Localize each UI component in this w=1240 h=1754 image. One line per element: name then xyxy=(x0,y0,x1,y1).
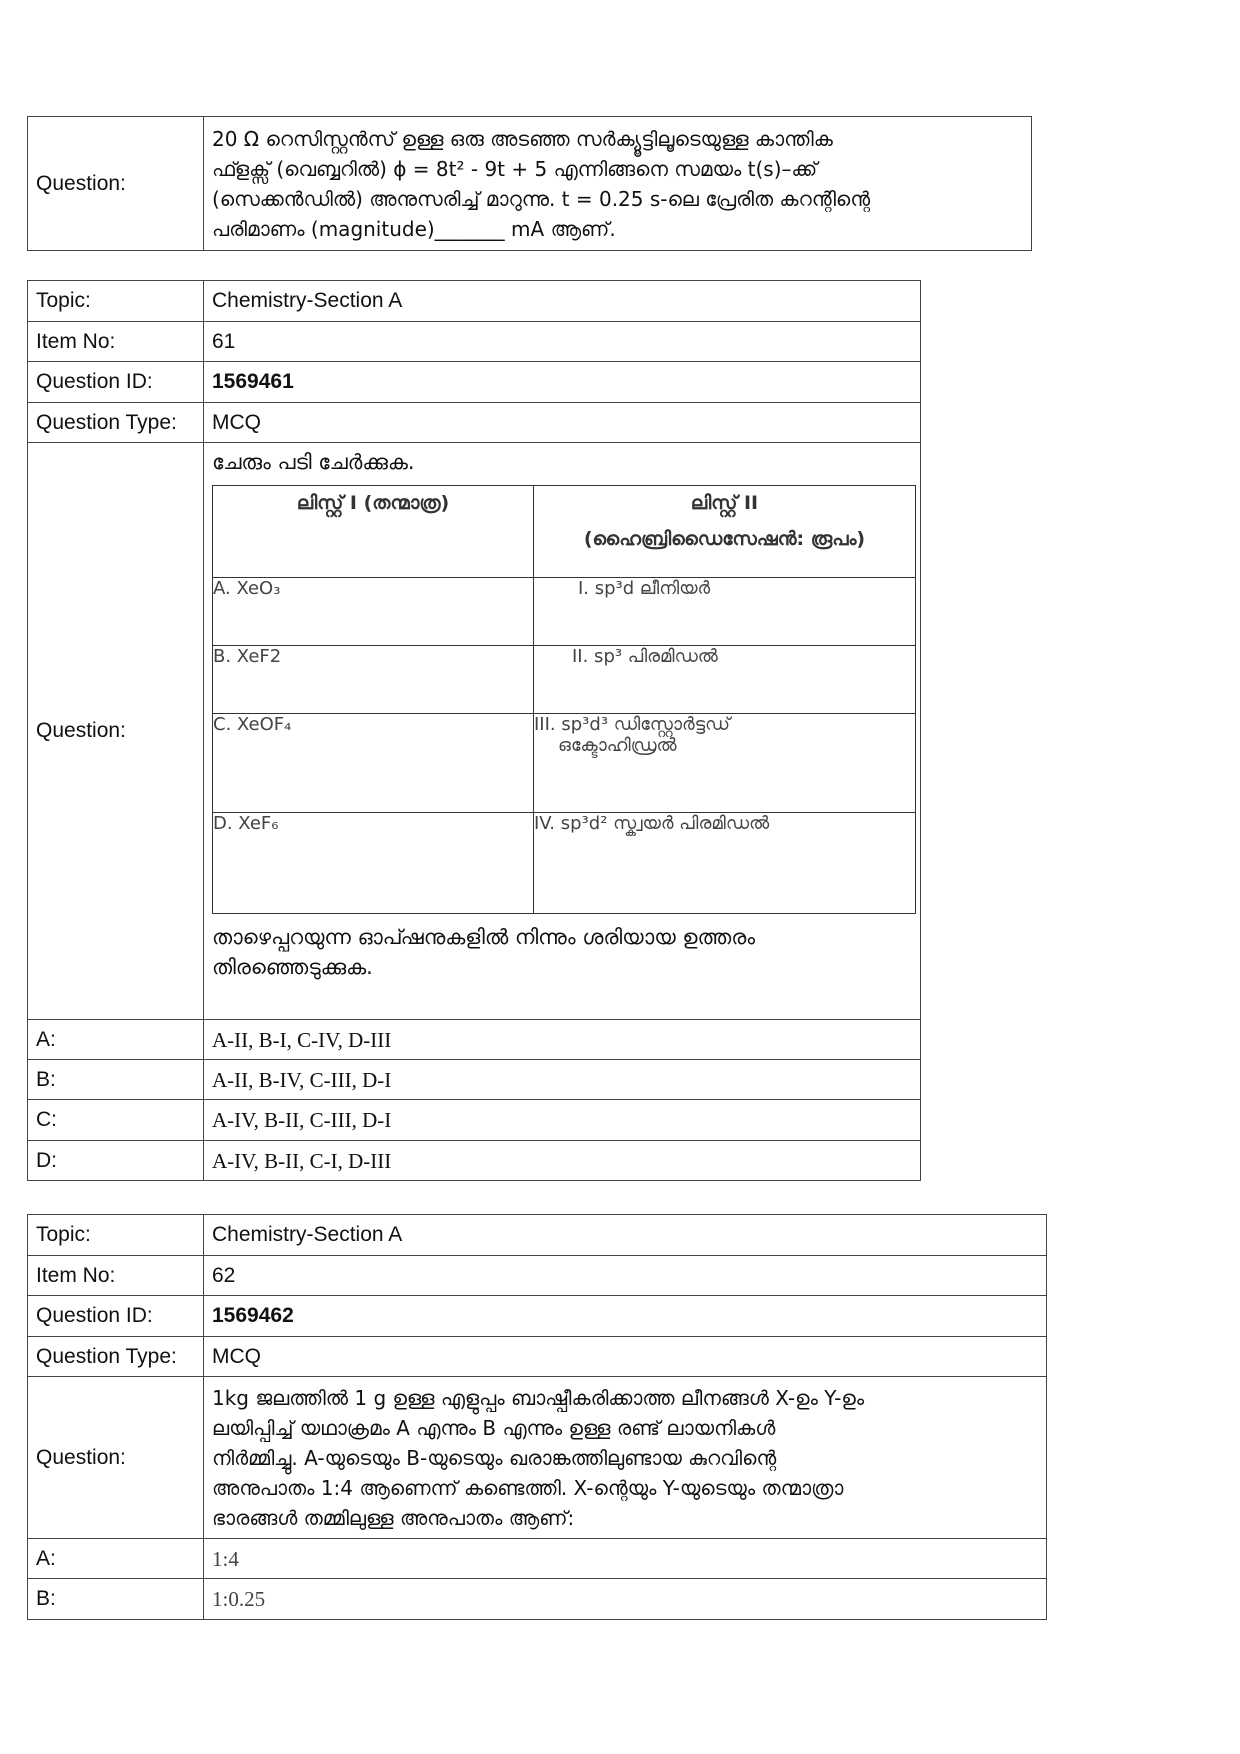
question-type-label: Question Type: xyxy=(28,403,204,443)
match-table xyxy=(212,485,916,914)
topic-label: Topic: xyxy=(28,1215,204,1256)
option-row xyxy=(28,1100,921,1141)
item-no-label: Item No: xyxy=(28,1256,204,1296)
option-label: D: xyxy=(28,1141,204,1181)
question-table-1 xyxy=(27,116,1032,251)
option-row xyxy=(28,1141,921,1181)
match-row xyxy=(213,646,916,714)
question-line: ഫ്ളക്സ് (വെബ്ബറിൽ) ϕ = 8t² - 9t + 5 എന്നിങ്ങനെ സമയം t(s)–ക്ക് xyxy=(212,156,818,181)
question-label: Question: xyxy=(28,1377,204,1539)
topic-value: Chemistry-Section A xyxy=(204,281,921,322)
list-2-header xyxy=(534,486,916,578)
item-no-value: 62 xyxy=(204,1256,1047,1296)
question-table-3 xyxy=(27,1214,1047,1620)
option-row xyxy=(28,1020,921,1060)
question-id-label: Question ID: xyxy=(28,362,204,403)
option-label: B: xyxy=(28,1060,204,1100)
option-row xyxy=(28,1579,1047,1620)
option-value: 1:4 xyxy=(204,1539,1047,1579)
question-type-value: MCQ xyxy=(204,403,921,443)
item-no-label: Item No: xyxy=(28,322,204,362)
list-1-item: B. XeF2 xyxy=(213,646,534,714)
question-text xyxy=(204,1377,1047,1539)
question-line: (സെക്കൻഡിൽ) അനുസരിച്ച് മാറുന്നു. t = 0.25 s-ലെ പ്രേരിത കറന്റിന്റെ xyxy=(212,186,871,211)
option-label: A: xyxy=(28,1539,204,1579)
list-1-item: A. XeO₃ xyxy=(213,578,534,646)
list-2-item: IV. sp³d² സ്ക്വയർ പിരമിഡൽ xyxy=(534,813,916,914)
option-value: 1:0.25 xyxy=(204,1579,1047,1620)
option-value: A-II, B-I, C-IV, D-III xyxy=(204,1020,921,1060)
question-outro: താഴെപ്പറയുന്ന ഓപ്ഷനുകളിൽ നിന്നും ശരിയായ ഉത്തരം xyxy=(212,925,756,949)
list-1-item: D. XeF₆ xyxy=(213,813,534,914)
option-label: A: xyxy=(28,1020,204,1060)
question-line: നിർമ്മിച്ചു. A-യുടെയും B-യുടെയും ഖരാങ്കത്തിലുണ്ടായ കുറവിന്റെ xyxy=(212,1445,777,1470)
question-label: Question: xyxy=(28,117,204,251)
question-id-value: 1569461 xyxy=(204,362,921,403)
option-label: B: xyxy=(28,1579,204,1620)
match-row xyxy=(213,813,916,914)
list-2-title: ലിസ്റ്റ് II xyxy=(690,492,759,514)
question-intro: ചേരും പടി ചേർക്കുക. xyxy=(212,450,415,474)
list-2-item-line: ഒക്ടോഹിഡ്രൽ xyxy=(558,735,677,756)
match-row xyxy=(213,578,916,646)
topic-label: Topic: xyxy=(28,281,204,322)
item-no-value: 61 xyxy=(204,322,921,362)
question-line: ലയിപ്പിച്ച് യഥാക്രമം A എന്നും B എന്നും ഉള്ള രണ്ട് ലായനികൾ xyxy=(212,1415,776,1440)
question-line: 20 Ω റെസിസ്റ്റൻസ് ഉള്ള ഒരു അടഞ്ഞ സർക്യൂട്ടിലൂടെയുള്ള കാന്തിക xyxy=(212,126,833,151)
question-type-label: Question Type: xyxy=(28,1337,204,1377)
list-2-item: II. sp³ പിരമിഡൽ xyxy=(534,646,916,714)
question-label: Question: xyxy=(28,443,204,1020)
question-line: പരിമാണം (magnitude)_______ mA ആണ്. xyxy=(212,216,616,241)
list-1-header: ലിസ്റ്റ് I (തന്മാത്ര) xyxy=(213,486,534,578)
option-value: A-IV, B-II, C-I, D-III xyxy=(204,1141,921,1181)
question-outro: തിരഞ്ഞെടുക്കുക. xyxy=(212,955,373,979)
question-text xyxy=(204,117,1032,251)
list-2-item xyxy=(534,714,916,813)
question-body xyxy=(204,443,921,1020)
question-table-2 xyxy=(27,280,921,1181)
match-row xyxy=(213,714,916,813)
list-2-subtitle: (ഹൈബ്രിഡൈസേഷൻ: രൂപം) xyxy=(583,528,866,550)
list-1-item: C. XeOF₄ xyxy=(213,714,534,813)
list-2-item-line: III. sp³d³ ഡിസ്റ്റോർട്ടഡ് xyxy=(534,714,730,735)
option-label: C: xyxy=(28,1100,204,1141)
question-id-label: Question ID: xyxy=(28,1296,204,1337)
question-id-value: 1569462 xyxy=(204,1296,1047,1337)
question-type-value: MCQ xyxy=(204,1337,1047,1377)
question-line: 1kg ജലത്തിൽ 1 g ഉള്ള എളുപ്പം ബാഷ്പീകരിക്കാത്ത ലീനങ്ങൾ X-ഉം Y-ഉം xyxy=(212,1385,865,1410)
option-row xyxy=(28,1539,1047,1579)
option-row xyxy=(28,1060,921,1100)
question-line: ഭാരങ്ങൾ തമ്മിലുള്ള അനുപാതം ആണ്: xyxy=(212,1505,575,1530)
question-line: അനുപാതം 1:4 ആണെന്ന് കണ്ടെത്തി. X-ന്റെയും Y-യുടെയും തന്മാത്രാ xyxy=(212,1475,844,1500)
option-value: A-IV, B-II, C-III, D-I xyxy=(204,1100,921,1141)
option-value: A-II, B-IV, C-III, D-I xyxy=(204,1060,921,1100)
topic-value: Chemistry-Section A xyxy=(204,1215,1047,1256)
list-2-item: I. sp³d ലീനിയർ xyxy=(534,578,916,646)
